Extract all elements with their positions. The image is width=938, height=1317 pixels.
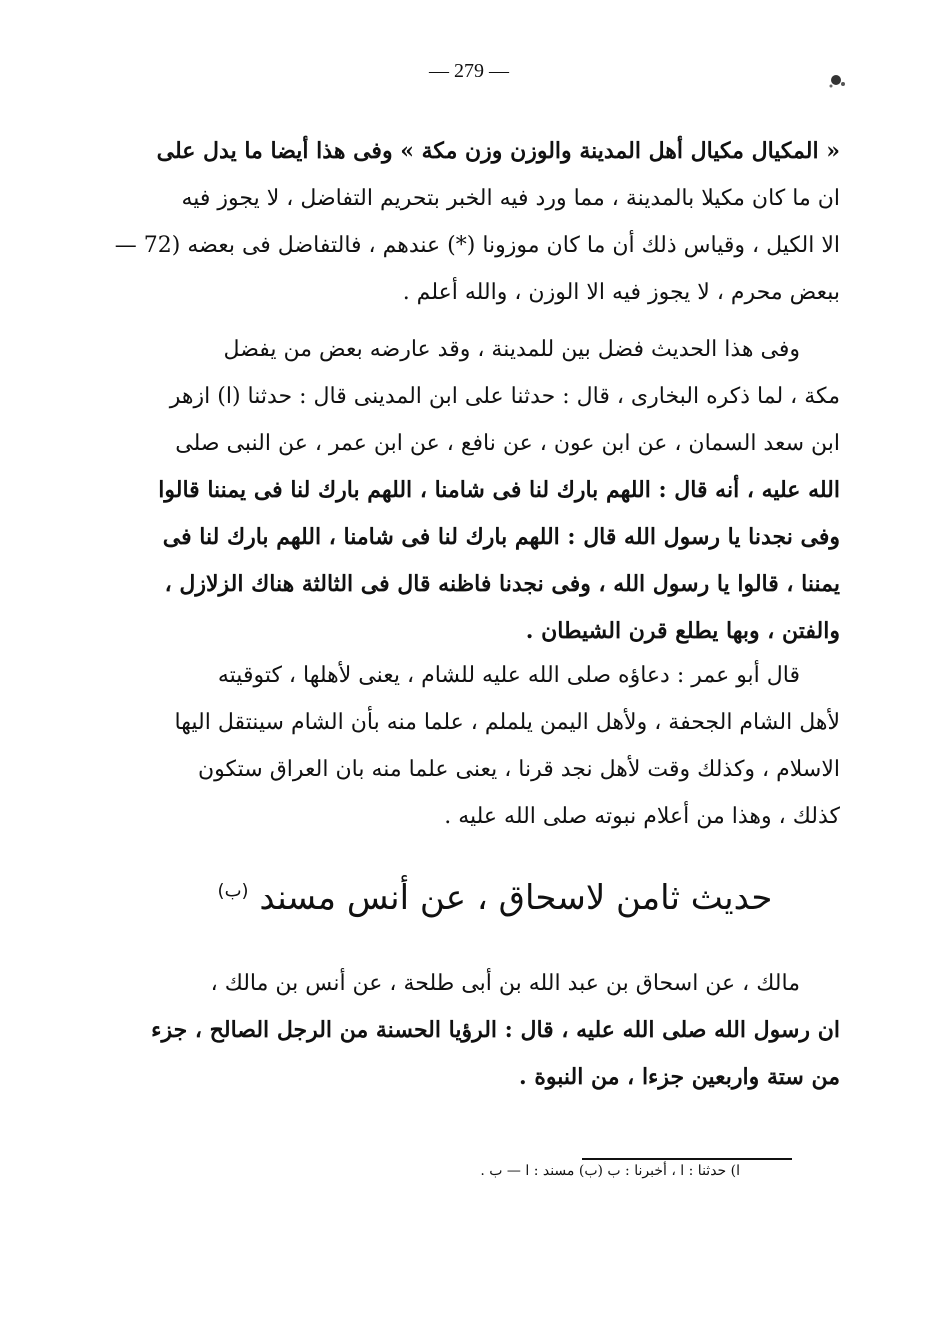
section-heading (150, 878, 840, 918)
text-line: الاسلام ، وكذلك وقت لأهل نجد قرنا ، يعنى علما منه بان العراق ستكون (198, 757, 840, 782)
footnote: ا) حدثنا : ا ، أخبرنا : ب (ب) مسند : ا — ب . (480, 1163, 740, 1179)
text-line: الا الكيل ، وقياس ذلك أن ما كان موزونا (*) عندهم ، فالتفاضل فى بعضه (72 — (114, 233, 840, 258)
paragraph-2 (150, 326, 840, 655)
text-line: مكة ، لما ذكره البخارى ، قال : حدثنا على ابن المدينى قال : حدثنا (ا) ازهر (169, 384, 840, 409)
paragraph-4 (150, 960, 840, 1101)
page-number: — 279 — (429, 60, 509, 82)
text-line: لأهل الشام الجحفة ، ولأهل اليمن يلملم ، علما منه بأن الشام سينتقل اليها (174, 710, 840, 735)
text-line: ان رسول الله صلى الله عليه ، قال : الرؤيا الحسنة من الرجل الصالح ، جزء (151, 1017, 840, 1043)
heading-text: حديث ثامن لاسحاق ، عن أنس مسند (259, 878, 773, 918)
text-line: وفى نجدنا يا رسول الله قال : اللهم بارك لنا فى شامنا ، اللهم بارك لنا فى (162, 524, 840, 550)
text-line: قال أبو عمر : دعاؤه صلى الله عليه للشام ، يعنى لأهلها ، كتوقيته (217, 663, 800, 688)
text-line: « المكيال مكيال أهل المدينة والوزن وزن مكة » وفى هذا أيضا ما يدل على (156, 138, 840, 164)
text-line: وفى هذا الحديث فضل بين للمدينة ، وقد عارضه بعض من يفضل (223, 337, 800, 362)
text-line: ببعض محرم ، لا يجوز فيه الا الوزن ، والله أعلم . (402, 280, 840, 305)
heading-note: (ب) (217, 880, 249, 902)
text-line: من ستة واربعين جزءا ، من النبوة . (519, 1064, 840, 1090)
text-line: ان ما كان مكيلا بالمدينة ، مما ورد فيه الخبر بتحريم التفاضل ، لا يجوز فيه (181, 186, 840, 211)
text-line: ابن سعد السمان ، عن ابن عون ، عن نافع ، عن ابن عمر ، عن النبى صلى (175, 431, 840, 456)
text-line: يمننا ، قالوا يا رسول الله ، وفى نجدنا فاظنه قال فى الثالثة هناك الزلازل ، (164, 571, 840, 597)
text-line: والفتن ، وبها يطلع قرن الشيطان . (525, 618, 840, 644)
paragraph-1 (114, 128, 840, 316)
text-line: كذلك ، وهذا من أعلام نبوته صلى الله عليه . (444, 804, 840, 829)
paragraph-3 (150, 652, 840, 840)
print-smudge (824, 70, 850, 92)
text-line: الله عليه ، أنه قال : اللهم بارك لنا فى شامنا ، اللهم بارك لنا فى يمننا قالوا (158, 477, 840, 503)
text-line: مالك ، عن اسحاق بن عبد الله بن أبى طلحة ، عن أنس بن مالك ، (210, 971, 800, 996)
footnote-divider (582, 1158, 792, 1160)
